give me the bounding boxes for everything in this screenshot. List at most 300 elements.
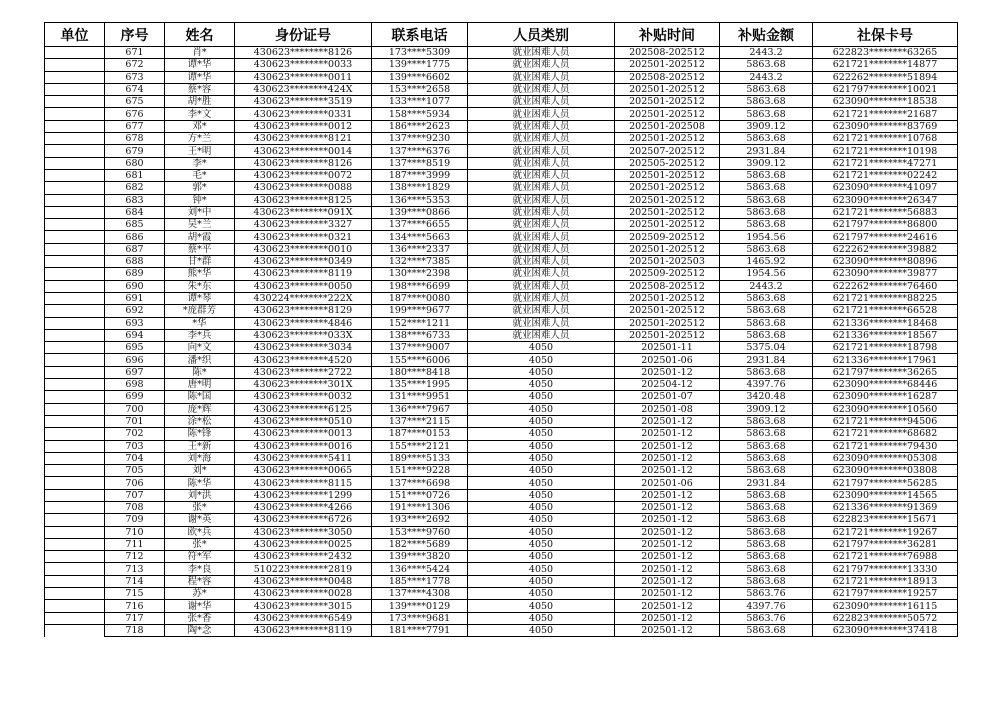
cell-category: 就业困难人员 [468,71,615,83]
cell-category: 就业困难人员 [468,243,615,255]
cell-serial: 700 [105,403,165,415]
cell-id-number: 430623********8119 [235,268,372,280]
cell-category: 4050 [468,465,615,477]
cell-phone: 186****2623 [372,120,468,132]
cell-period: 202501-12 [615,489,720,501]
cell-period: 202501-202512 [615,83,720,95]
table-row [45,379,958,391]
cell-phone: 137****6698 [372,477,468,489]
cell-phone: 187****0153 [372,428,468,440]
cell-unit [45,305,105,317]
cell-id-number: 430623********0050 [235,280,372,292]
cell-id-number: 430623********0048 [235,575,372,587]
cell-id-number: 430623********4846 [235,317,372,329]
cell-category: 就业困难人员 [468,133,615,145]
cell-card-number: 621721********88225 [813,292,958,304]
cell-category: 4050 [468,588,615,600]
cell-name: 方*兰 [165,133,235,145]
cell-period: 202501-12 [615,514,720,526]
table-row [45,59,958,71]
cell-name: 胡*胜 [165,96,235,108]
cell-name: 符*军 [165,551,235,563]
cell-amount: 5863.68 [720,194,813,206]
cell-period: 202501-06 [615,477,720,489]
cell-card-number: 621721********10198 [813,145,958,157]
cell-amount: 5863.68 [720,219,813,231]
cell-period: 202501-202512 [615,194,720,206]
cell-category: 就业困难人员 [468,194,615,206]
cell-period: 202501-08 [615,403,720,415]
cell-amount: 3420.48 [720,391,813,403]
cell-unit [45,477,105,489]
cell-phone: 136****7967 [372,403,468,415]
cell-card-number: 623090********18538 [813,96,958,108]
cell-name: 刘* [165,465,235,477]
cell-phone: 130****2398 [372,268,468,280]
cell-serial: 685 [105,219,165,231]
cell-card-number: 622823********63265 [813,47,958,59]
cell-category: 就业困难人员 [468,182,615,194]
table-row [45,391,958,403]
cell-unit [45,83,105,95]
cell-category: 就业困难人员 [468,317,615,329]
cell-name: 陈*华 [165,477,235,489]
cell-period: 202501-12 [615,563,720,575]
cell-name: 李* [165,157,235,169]
cell-name: 李*文 [165,108,235,120]
cell-period: 202501-12 [615,551,720,563]
header-phone: 联系电话 [372,23,468,47]
cell-amount: 2931.84 [720,354,813,366]
header-name: 姓名 [165,23,235,47]
cell-phone: 158****5934 [372,108,468,120]
cell-phone: 136****5424 [372,563,468,575]
cell-name: 熊*华 [165,268,235,280]
cell-unit [45,366,105,378]
cell-unit [45,169,105,181]
cell-unit [45,219,105,231]
cell-phone: 135****1995 [372,379,468,391]
cell-phone: 155****2121 [372,440,468,452]
table-body [45,47,958,637]
cell-serial: 674 [105,83,165,95]
table-row [45,563,958,575]
cell-unit [45,428,105,440]
cell-id-number: 430623********0011 [235,71,372,83]
cell-id-number: 430623********0013 [235,428,372,440]
cell-unit [45,415,105,427]
cell-id-number: 430623********0510 [235,415,372,427]
cell-phone: 152****1211 [372,317,468,329]
cell-period: 202501-202512 [615,133,720,145]
cell-phone: 137****9230 [372,133,468,145]
cell-amount: 4397.76 [720,379,813,391]
cell-card-number: 622262********39882 [813,243,958,255]
cell-phone: 151****9228 [372,465,468,477]
header-row [45,23,958,47]
cell-amount: 5863.68 [720,366,813,378]
cell-phone: 138****6733 [372,329,468,341]
cell-id-number: 430623********3327 [235,219,372,231]
cell-card-number: 623090********83769 [813,120,958,132]
cell-period: 202508-202512 [615,280,720,292]
cell-serial: 702 [105,428,165,440]
cell-amount: 5863.68 [720,305,813,317]
cell-unit [45,612,105,624]
cell-name: 甘*群 [165,256,235,268]
cell-period: 202501-202512 [615,206,720,218]
cell-amount: 5863.68 [720,133,813,145]
cell-card-number: 621721********19267 [813,526,958,538]
cell-period: 202501-12 [615,452,720,464]
cell-period: 202501-202503 [615,256,720,268]
cell-name: 李*良 [165,563,235,575]
cell-serial: 697 [105,366,165,378]
cell-card-number: 623090********03808 [813,465,958,477]
cell-name: 陈*锋 [165,428,235,440]
table-row [45,268,958,280]
cell-category: 4050 [468,391,615,403]
cell-category: 就业困难人员 [468,145,615,157]
cell-category: 就业困难人员 [468,96,615,108]
cell-unit [45,391,105,403]
cell-category: 4050 [468,575,615,587]
cell-amount: 5863.68 [720,169,813,181]
cell-phone: 131****9951 [372,391,468,403]
cell-card-number: 621797********86800 [813,219,958,231]
cell-serial: 718 [105,624,165,636]
cell-serial: 681 [105,169,165,181]
cell-id-number: 430623********4266 [235,501,372,513]
cell-period: 202501-12 [615,538,720,550]
cell-phone: 181****7791 [372,624,468,636]
table-row [45,415,958,427]
cell-amount: 5863.68 [720,538,813,550]
cell-phone: 199****9677 [372,305,468,317]
cell-phone: 153****2658 [372,83,468,95]
cell-card-number: 622823********15671 [813,514,958,526]
cell-amount: 5375.04 [720,342,813,354]
cell-card-number: 621336********17961 [813,354,958,366]
cell-phone: 153****9760 [372,526,468,538]
table-row [45,501,958,513]
table-row [45,231,958,243]
cell-id-number: 430623********0072 [235,169,372,181]
cell-amount: 5863.68 [720,182,813,194]
cell-name: 向*文 [165,342,235,354]
cell-category: 就业困难人员 [468,169,615,181]
cell-category: 就业困难人员 [468,256,615,268]
cell-unit [45,588,105,600]
table-row [45,342,958,354]
cell-phone: 193****2692 [372,514,468,526]
cell-id-number: 430623********2722 [235,366,372,378]
cell-period: 202508-202512 [615,47,720,59]
cell-unit [45,563,105,575]
cell-phone: 134****5663 [372,231,468,243]
cell-period: 202504-12 [615,379,720,391]
cell-id-number: 430623********8129 [235,305,372,317]
cell-phone: 139****1775 [372,59,468,71]
cell-serial: 698 [105,379,165,391]
cell-phone: 139****3820 [372,551,468,563]
cell-category: 4050 [468,366,615,378]
cell-category: 就业困难人员 [468,59,615,71]
cell-name: 陶*念 [165,624,235,636]
cell-name: 陈* [165,366,235,378]
cell-serial: 680 [105,157,165,169]
cell-phone: 187****3999 [372,169,468,181]
cell-id-number: 430623********3519 [235,96,372,108]
cell-category: 4050 [468,501,615,513]
cell-id-number: 430623********033X [235,329,372,341]
cell-card-number: 622823********50572 [813,612,958,624]
cell-serial: 704 [105,452,165,464]
cell-name: 邓* [165,120,235,132]
cell-unit [45,157,105,169]
cell-unit [45,231,105,243]
cell-name: 潘*织 [165,354,235,366]
cell-amount: 5863.68 [720,489,813,501]
cell-amount: 5863.68 [720,551,813,563]
table-row [45,305,958,317]
cell-period: 202501-12 [615,612,720,624]
cell-period: 202505-202512 [615,157,720,169]
table-row [45,403,958,415]
cell-id-number: 430623********8125 [235,194,372,206]
cell-serial: 715 [105,588,165,600]
cell-unit [45,47,105,59]
cell-card-number: 621721********66528 [813,305,958,317]
cell-amount: 5863.68 [720,624,813,636]
cell-card-number: 623090********80896 [813,256,958,268]
cell-period: 202501-202512 [615,59,720,71]
cell-id-number: 430623********5411 [235,452,372,464]
cell-phone: 155****6006 [372,354,468,366]
table-row [45,588,958,600]
cell-period: 202509-202512 [615,268,720,280]
cell-id-number: 430623********0012 [235,120,372,132]
cell-category: 4050 [468,551,615,563]
cell-name: 谭*琴 [165,292,235,304]
cell-period: 202501-202508 [615,120,720,132]
header-category: 人员类别 [468,23,615,47]
cell-amount: 5863.68 [720,514,813,526]
cell-amount: 5863.68 [720,243,813,255]
cell-category: 就业困难人员 [468,120,615,132]
table-row [45,452,958,464]
cell-name: 谭*华 [165,59,235,71]
cell-name: 刘*洪 [165,489,235,501]
cell-period: 202501-11 [615,342,720,354]
cell-category: 4050 [468,624,615,636]
cell-amount: 5863.68 [720,292,813,304]
cell-category: 4050 [468,403,615,415]
cell-card-number: 622262********51894 [813,71,958,83]
cell-card-number: 622262********76460 [813,280,958,292]
cell-card-number: 621797********56285 [813,477,958,489]
cell-amount: 5863.68 [720,452,813,464]
cell-unit [45,182,105,194]
cell-unit [45,354,105,366]
cell-phone: 173****5309 [372,47,468,59]
cell-id-number: 430623********0016 [235,440,372,452]
cell-id-number: 430623********8115 [235,477,372,489]
cell-unit [45,440,105,452]
cell-phone: 173****9681 [372,612,468,624]
table-row [45,133,958,145]
cell-card-number: 623090********16287 [813,391,958,403]
cell-period: 202501-12 [615,366,720,378]
cell-card-number: 621721********10768 [813,133,958,145]
cell-period: 202501-202512 [615,292,720,304]
cell-period: 202501-12 [615,465,720,477]
cell-serial: 713 [105,563,165,575]
cell-amount: 1465.92 [720,256,813,268]
cell-serial: 696 [105,354,165,366]
cell-category: 就业困难人员 [468,329,615,341]
cell-serial: 692 [105,305,165,317]
cell-unit [45,108,105,120]
cell-amount: 5863.76 [720,612,813,624]
cell-category: 4050 [468,600,615,612]
cell-category: 4050 [468,489,615,501]
cell-category: 4050 [468,379,615,391]
cell-name: 程*容 [165,575,235,587]
cell-id-number: 430623********0088 [235,182,372,194]
cell-id-number: 430623********091X [235,206,372,218]
cell-id-number: 430224********222X [235,292,372,304]
table-row [45,465,958,477]
cell-serial: 703 [105,440,165,452]
table-row [45,575,958,587]
cell-name: 张*香 [165,612,235,624]
cell-name: 钟* [165,194,235,206]
table-row [45,280,958,292]
cell-phone: 137****9007 [372,342,468,354]
cell-card-number: 623090********39877 [813,268,958,280]
cell-phone: 189****5133 [372,452,468,464]
cell-card-number: 621336********91369 [813,501,958,513]
cell-id-number: 430623********301X [235,379,372,391]
spreadsheet [44,22,958,637]
table-row [45,612,958,624]
cell-name: 陈*国 [165,391,235,403]
cell-name: 郭* [165,182,235,194]
cell-serial: 706 [105,477,165,489]
cell-amount: 5863.68 [720,96,813,108]
cell-card-number: 621797********36281 [813,538,958,550]
cell-id-number: 430623********0033 [235,59,372,71]
cell-serial: 717 [105,612,165,624]
cell-phone: 132****7385 [372,256,468,268]
cell-category: 就业困难人员 [468,231,615,243]
cell-amount: 5863.68 [720,83,813,95]
cell-name: 刘*中 [165,206,235,218]
cell-name: 谢*华 [165,600,235,612]
header-card-number: 社保卡号 [813,23,958,47]
header-amount: 补贴金额 [720,23,813,47]
table-row [45,157,958,169]
table-row [45,526,958,538]
cell-serial: 710 [105,526,165,538]
cell-unit [45,514,105,526]
cell-unit [45,379,105,391]
cell-serial: 679 [105,145,165,157]
cell-card-number: 621721********56883 [813,206,958,218]
cell-amount: 5863.68 [720,526,813,538]
cell-serial: 705 [105,465,165,477]
subsidy-table [44,22,958,637]
cell-unit [45,96,105,108]
cell-serial: 714 [105,575,165,587]
cell-card-number: 623090********16115 [813,600,958,612]
cell-unit [45,243,105,255]
cell-id-number: 430623********1299 [235,489,372,501]
cell-phone: 137****4308 [372,588,468,600]
cell-phone: 182****5689 [372,538,468,550]
cell-unit [45,133,105,145]
cell-unit [45,501,105,513]
cell-name: 蔡*平 [165,243,235,255]
cell-name: 庞*辉 [165,403,235,415]
cell-serial: 690 [105,280,165,292]
cell-serial: 695 [105,342,165,354]
header-unit: 单位 [45,23,105,47]
cell-amount: 2931.84 [720,145,813,157]
cell-category: 4050 [468,440,615,452]
cell-period: 202509-202512 [615,231,720,243]
cell-card-number: 621797********36265 [813,366,958,378]
cell-period: 202501-12 [615,600,720,612]
cell-phone: 180****8418 [372,366,468,378]
cell-id-number: 430623********0349 [235,256,372,268]
cell-serial: 675 [105,96,165,108]
cell-unit [45,551,105,563]
cell-unit [45,71,105,83]
cell-phone: 191****1306 [372,501,468,513]
cell-serial: 689 [105,268,165,280]
cell-name: 欧*兵 [165,526,235,538]
table-row [45,551,958,563]
cell-period: 202501-12 [615,440,720,452]
cell-name: 蔡*容 [165,83,235,95]
cell-name: 毛* [165,169,235,181]
cell-period: 202501-12 [615,415,720,427]
cell-serial: 712 [105,551,165,563]
cell-amount: 5863.68 [720,415,813,427]
cell-category: 就业困难人员 [468,47,615,59]
cell-amount: 2443.2 [720,47,813,59]
cell-unit [45,452,105,464]
cell-period: 202501-202512 [615,317,720,329]
cell-amount: 3909.12 [720,120,813,132]
cell-card-number: 621721********47271 [813,157,958,169]
cell-serial: 693 [105,317,165,329]
cell-unit [45,600,105,612]
cell-phone: 139****0129 [372,600,468,612]
cell-unit [45,256,105,268]
cell-serial: 687 [105,243,165,255]
cell-unit [45,489,105,501]
cell-unit [45,342,105,354]
cell-id-number: 430623********8126 [235,157,372,169]
cell-category: 4050 [468,526,615,538]
cell-unit [45,624,105,636]
cell-category: 4050 [468,514,615,526]
cell-unit [45,329,105,341]
cell-phone: 136****2337 [372,243,468,255]
